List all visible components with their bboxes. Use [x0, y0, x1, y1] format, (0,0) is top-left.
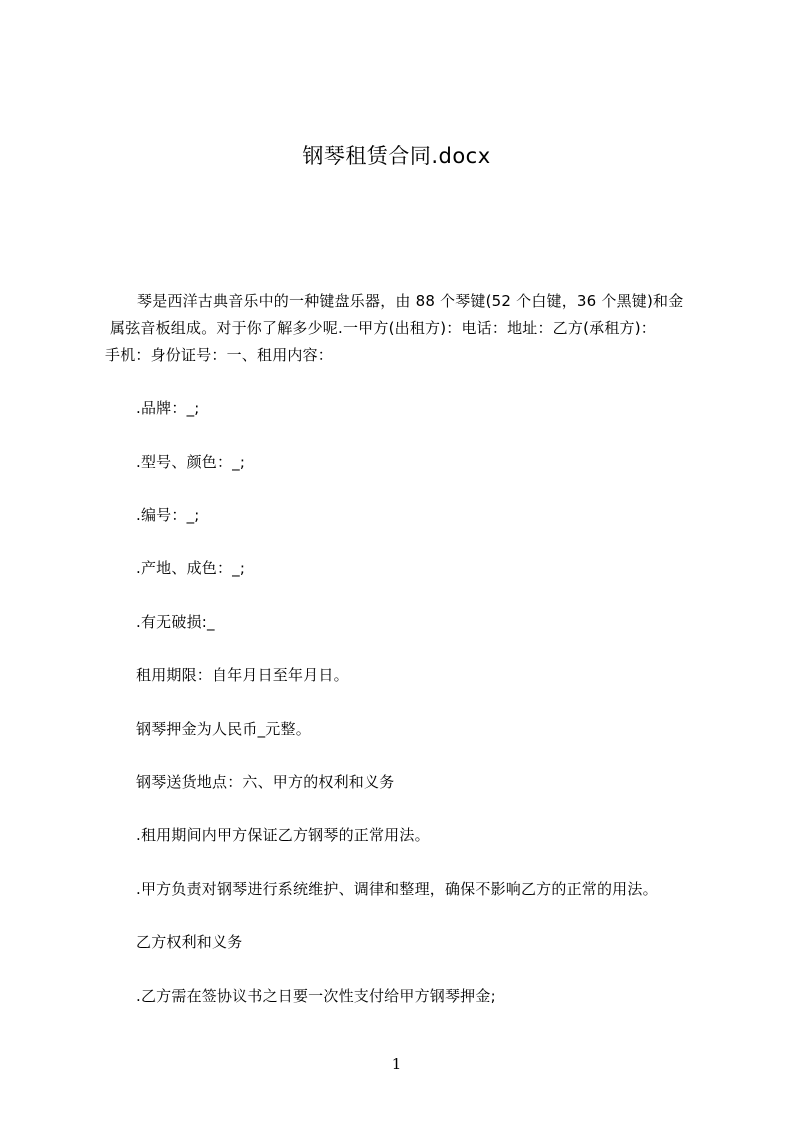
intro-line-1: 琴是西洋古典音乐中的一种键盘乐器，由 88 个琴键(52 个白键，36 个黑键)和金 [137, 292, 684, 310]
item-party-b-deposit: .乙方需在签协议书之日要一次性支付给甲方钢琴押金; [136, 987, 496, 1005]
item-model-color: .型号、颜色：_; [136, 453, 246, 471]
item-delivery-location: 钢琴送货地点：六、甲方的权利和义务 [136, 773, 395, 791]
intro-line-2: 属弦音板组成。对于你了解多少呢.一甲方(出租方)：电话：地址：乙方(承租方)： [110, 319, 656, 337]
item-rental-period: 租用期限：自年月日至年月日。 [136, 666, 349, 684]
item-brand: .品牌：_; [136, 399, 200, 417]
item-origin-condition: .产地、成色：_; [136, 559, 246, 577]
document-title: 钢琴租赁合同.docx [302, 144, 491, 168]
item-serial: .编号：_; [136, 506, 200, 524]
page-number: 1 [391, 1055, 402, 1073]
item-damage: .有无破损:_ [136, 613, 215, 631]
intro-paragraph [105, 288, 705, 369]
item-deposit: 钢琴押金为人民币_元整。 [136, 720, 311, 738]
item-party-a-guarantee: .租用期间内甲方保证乙方钢琴的正常用法。 [136, 826, 430, 844]
intro-line-3: 手机：身份证号：一、租用内容： [105, 346, 334, 364]
item-party-b-heading: 乙方权利和义务 [136, 933, 243, 951]
item-party-a-maintenance: .甲方负责对钢琴进行系统维护、调律和整理，确保不影响乙方的正常的用法。 [136, 880, 658, 898]
